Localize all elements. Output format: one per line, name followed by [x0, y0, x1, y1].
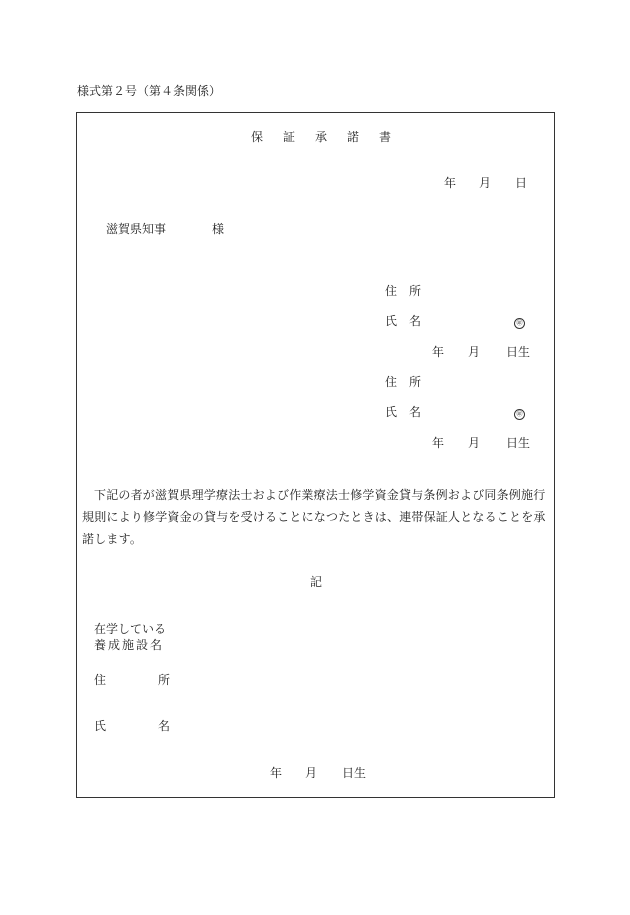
guarantor-2-birth-day: 日生 [506, 436, 531, 450]
student-facility-label-line2: 養成施設名 [94, 638, 165, 652]
guarantor-1-address-label: 住 所 [385, 284, 422, 298]
guarantor-1-birth-day: 日生 [506, 345, 531, 359]
document-title: 保 証 承 諾 書 [251, 130, 396, 144]
guarantor-1-birth-year: 年 [432, 345, 445, 359]
student-address-label: 住 所 [94, 673, 175, 687]
student-name-label: 氏 名 [94, 719, 175, 733]
student-birth-month: 月 [305, 766, 318, 780]
guarantor-1-birth-month: 月 [468, 345, 481, 359]
guarantor-1-name-label: 氏 名 [385, 314, 422, 328]
date-day: 日 [515, 176, 528, 190]
guarantor-2-address-label: 住 所 [385, 375, 422, 389]
addressee-name: 滋賀県知事 [106, 222, 167, 236]
guarantor-2-name-label: 氏 名 [385, 405, 422, 419]
consent-paragraph: 下記の者が滋賀県理学療法士および作業療法士修学資金貸与条例および同条例施行規則により修学資金の貸与を受けることになつたときは、連帯保証人となることを承諾します。 [82, 488, 546, 546]
form-frame [76, 112, 555, 798]
date-year: 年 [444, 176, 457, 190]
guarantor-2-birth-year: 年 [432, 436, 445, 450]
ki-heading: 記 [310, 575, 323, 589]
student-birth-year: 年 [270, 766, 283, 780]
date-month: 月 [479, 176, 492, 190]
student-facility-label-line1: 在学している [94, 622, 167, 636]
guarantor-2-birth-month: 月 [468, 436, 481, 450]
student-birth-day: 日生 [342, 766, 367, 780]
form-label: 様式第２号（第４条関係） [77, 84, 222, 98]
guarantor-2-seal-icon: ㊞ [514, 405, 525, 420]
addressee-suffix: 様 [212, 222, 225, 236]
guarantor-1-seal-icon: ㊞ [514, 314, 525, 329]
